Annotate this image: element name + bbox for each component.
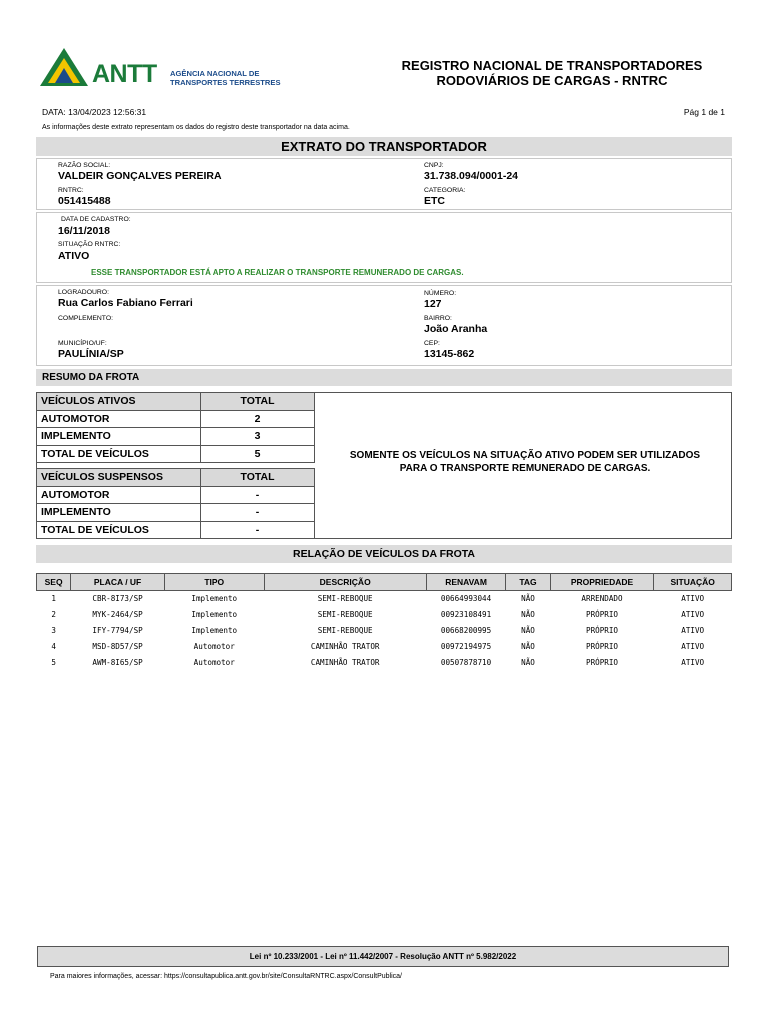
table-cell: 4	[51, 642, 56, 651]
relacao-title: RELAÇÃO DE VEÍCULOS DA FROTA	[36, 545, 732, 563]
razao-social-value: VALDEIR GONÇALVES PEREIRA	[58, 170, 222, 182]
table-row: AUTOMOTOR 2	[37, 410, 315, 428]
table-cell: 00664993044	[440, 594, 492, 604]
table-cell: Implemento	[191, 594, 238, 604]
law-reference: Lei nº 10.233/2001 - Lei nº 11.442/2007 - Resolução ANTT nº 5.982/2022	[37, 946, 729, 967]
col-seq: SEQ	[37, 574, 71, 591]
table-cell: 2	[51, 610, 56, 619]
antt-logo	[38, 46, 298, 92]
col-descricao: DESCRIÇÃO	[264, 574, 426, 591]
active-vehicles-table	[36, 392, 315, 463]
table-row: IMPLEMENTO -	[37, 504, 315, 522]
fleet-message: SOMENTE OS VEÍCULOS NA SITUAÇÃO ATIVO PODEM SER UTILIZADOS PARA O TRANSPORTE REMUNERADO DE CARGAS.	[349, 450, 701, 474]
rntrc-label: RNTRC:	[58, 187, 84, 194]
situacao-label: SITUAÇÃO RNTRC:	[58, 241, 121, 248]
table-row	[37, 623, 732, 639]
col-renavam: RENAVAM	[426, 574, 506, 591]
table-header-row	[37, 469, 315, 487]
active-total-header: TOTAL	[201, 393, 315, 411]
cadastro-label: DATA DE CADASTRO:	[61, 216, 131, 223]
situacao-value: ATIVO	[58, 250, 90, 262]
table-cell: 5	[51, 658, 56, 667]
vehicles-table-body	[37, 591, 732, 671]
cnpj-label: CNPJ:	[424, 162, 444, 169]
table-cell: AWM-8I65/SP	[92, 658, 143, 667]
numero-value: 127	[424, 298, 442, 310]
col-tag: TAG	[506, 574, 550, 591]
cnpj-value: 31.738.094/0001-24	[424, 170, 519, 182]
table-cell: 00923108491	[440, 610, 492, 619]
table-cell: NÃO	[521, 658, 535, 667]
antt-triangle-icon	[38, 46, 90, 88]
extrato-title: EXTRATO DO TRANSPORTADOR	[36, 137, 732, 156]
table-cell: CAMINHÃO TRATOR	[310, 642, 380, 651]
table-row: TOTAL DE VEÍCULOS 5	[37, 445, 315, 463]
resumo-title: RESUMO DA FROTA	[36, 369, 732, 386]
table-cell: CBR-8I73/SP	[92, 594, 143, 604]
table-cell: 00507878710	[440, 658, 492, 667]
suspended-header: VEÍCULOS SUSPENSOS	[37, 469, 201, 487]
agency-name: AGÊNCIA NACIONAL DE TRANSPORTES TERRESTRES	[170, 69, 281, 87]
suspended-vehicles-table	[36, 468, 315, 539]
complemento-label: COMPLEMENTO:	[58, 315, 114, 322]
cep-value: 13145-862	[424, 348, 475, 360]
col-propriedade: PROPRIEDADE	[550, 574, 654, 591]
table-row	[37, 607, 732, 623]
table-header-row	[37, 393, 315, 411]
table-row: AUTOMOTOR -	[37, 486, 315, 504]
table-cell: PRÓPRIO	[586, 642, 619, 651]
categoria-value: ETC	[424, 195, 445, 207]
categoria-label: CATEGORIA:	[424, 187, 466, 194]
table-cell: NÃO	[521, 594, 535, 604]
table-cell: NÃO	[521, 626, 535, 635]
identification-box	[36, 158, 732, 210]
numero-label: NÚMERO:	[424, 290, 457, 297]
table-cell: SEMI-REBOQUE	[317, 610, 373, 619]
table-row	[37, 591, 732, 607]
table-cell: Automotor	[193, 658, 235, 667]
status-box	[36, 212, 732, 283]
table-row	[37, 655, 732, 671]
disclaimer-note: As informações deste extrato representam os dados do registro deste transportador na data acima.	[42, 124, 350, 131]
table-cell: Implemento	[191, 610, 238, 619]
table-cell: 00972194975	[440, 642, 492, 651]
table-cell: ATIVO	[681, 594, 705, 604]
table-cell: PRÓPRIO	[586, 610, 619, 619]
razao-social-label: RAZÃO SOCIAL:	[58, 162, 111, 169]
table-cell: Implemento	[191, 626, 238, 635]
table-cell: CAMINHÃO TRATOR	[310, 658, 380, 667]
footer-info: Para maiores informações, acessar: https://consultapublica.antt.gov.br/site/ConsultaRNTRC.aspx/ConsultPublica/	[50, 973, 402, 980]
issue-date: DATA: 13/04/2023 12:56:31	[42, 107, 147, 117]
vehicles-table	[36, 573, 732, 671]
municipio-value: PAULÍNIA/SP	[58, 348, 124, 360]
table-cell: ARRENDADO	[581, 594, 623, 604]
table-cell: NÃO	[521, 642, 535, 651]
table-cell: 00668200995	[440, 626, 492, 635]
col-situacao: SITUAÇÃO	[654, 574, 732, 591]
table-cell: ATIVO	[681, 626, 705, 635]
logradouro-label: LOGRADOURO:	[58, 289, 109, 296]
table-cell: MYK-2464/SP	[92, 610, 143, 619]
document-header	[0, 0, 768, 100]
table-cell: SEMI-REBOQUE	[317, 626, 373, 635]
cadastro-value: 16/11/2018	[58, 225, 110, 237]
table-header-row	[37, 574, 732, 591]
table-cell: ATIVO	[681, 610, 705, 619]
logradouro-value: Rua Carlos Fabiano Ferrari	[58, 297, 193, 309]
table-cell: NÃO	[521, 610, 535, 619]
table-cell: 3	[51, 626, 56, 635]
bairro-label: BAIRRO:	[424, 315, 452, 322]
report-title: REGISTRO NACIONAL DE TRANSPORTADORES RODOVIÁRIOS DE CARGAS - RNTRC	[401, 58, 703, 88]
table-cell: MSD-8D57/SP	[92, 642, 143, 651]
table-cell: 1	[51, 594, 56, 604]
table-row	[37, 639, 732, 655]
active-header: VEÍCULOS ATIVOS	[37, 393, 201, 411]
table-cell: ATIVO	[681, 658, 705, 667]
table-cell: SEMI-REBOQUE	[317, 594, 373, 604]
page-number: Pág 1 de 1	[683, 107, 725, 117]
table-cell: ATIVO	[681, 642, 705, 651]
col-tipo: TIPO	[164, 574, 264, 591]
address-box	[36, 285, 732, 366]
table-cell: IFY-7794/SP	[92, 626, 143, 635]
suspended-total-header: TOTAL	[201, 469, 315, 487]
rntrc-value: 051415488	[58, 195, 111, 207]
apto-message: ESSE TRANSPORTADOR ESTÁ APTO A REALIZAR O TRANSPORTE REMUNERADO DE CARGAS.	[91, 268, 464, 277]
col-placa: PLACA / UF	[71, 574, 165, 591]
table-row: IMPLEMENTO 3	[37, 428, 315, 446]
logo-text: ANTT	[92, 60, 157, 88]
table-cell: Automotor	[193, 642, 235, 651]
table-cell: PRÓPRIO	[586, 658, 619, 667]
bairro-value: João Aranha	[424, 323, 488, 335]
table-cell: PRÓPRIO	[586, 626, 619, 635]
cep-label: CEP:	[424, 340, 440, 347]
table-row: TOTAL DE VEÍCULOS -	[37, 521, 315, 539]
municipio-label: MUNICÍPIO/UF:	[58, 340, 107, 347]
